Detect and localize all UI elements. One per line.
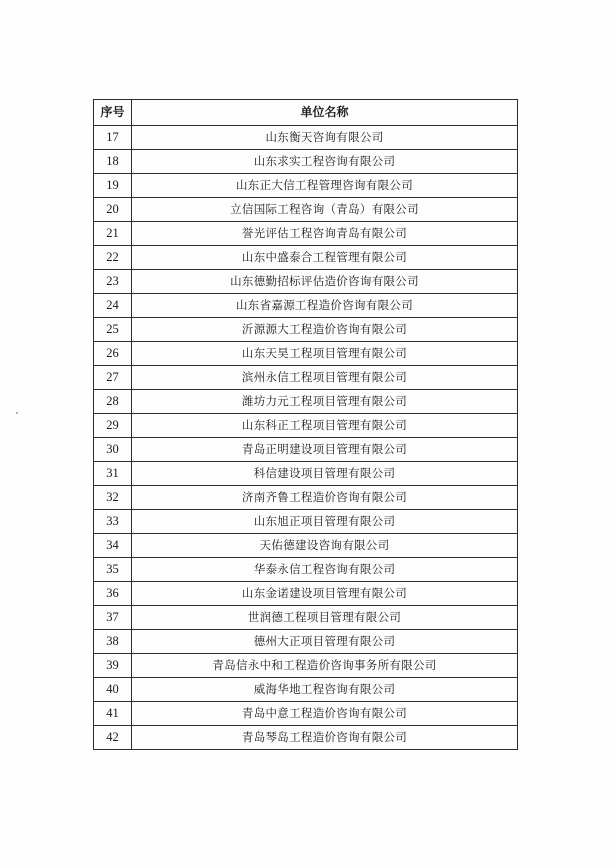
table-header-row: [94, 100, 518, 126]
row-number: 41: [94, 702, 132, 726]
row-company-name: 山东中盛泰合工程管理有限公司: [132, 246, 518, 270]
row-number: 33: [94, 510, 132, 534]
table-row: [94, 414, 518, 438]
table-body: [94, 126, 518, 750]
row-company-name: 山东衡天咨询有限公司: [132, 126, 518, 150]
table-row: [94, 510, 518, 534]
row-number: 19: [94, 174, 132, 198]
row-number: 37: [94, 606, 132, 630]
table-row: [94, 126, 518, 150]
row-number: 18: [94, 150, 132, 174]
row-company-name: 世润德工程项目管理有限公司: [132, 606, 518, 630]
row-company-name: 山东正大信工程管理咨询有限公司: [132, 174, 518, 198]
row-company-name: 华泰永信工程咨询有限公司: [132, 558, 518, 582]
row-company-name: 山东天昊工程项目管理有限公司: [132, 342, 518, 366]
row-number: 25: [94, 318, 132, 342]
row-company-name: 山东求实工程咨询有限公司: [132, 150, 518, 174]
row-number: 23: [94, 270, 132, 294]
row-number: 34: [94, 534, 132, 558]
header-number: 序号: [94, 100, 132, 126]
row-number: 20: [94, 198, 132, 222]
row-company-name: 青岛正明建设项目管理有限公司: [132, 438, 518, 462]
row-number: 39: [94, 654, 132, 678]
table-row: [94, 318, 518, 342]
row-number: 30: [94, 438, 132, 462]
row-company-name: 青岛信永中和工程造价咨询事务所有限公司: [132, 654, 518, 678]
row-number: 28: [94, 390, 132, 414]
row-company-name: 科信建设项目管理有限公司: [132, 462, 518, 486]
header-name: 单位名称: [132, 100, 518, 126]
row-number: 27: [94, 366, 132, 390]
company-list-table: [93, 99, 518, 750]
row-company-name: 沂源源大工程造价咨询有限公司: [132, 318, 518, 342]
table-row: [94, 558, 518, 582]
row-company-name: 誉光评估工程咨询青岛有限公司: [132, 222, 518, 246]
row-number: 24: [94, 294, 132, 318]
table-row: [94, 462, 518, 486]
row-number: 40: [94, 678, 132, 702]
row-number: 22: [94, 246, 132, 270]
row-number: 31: [94, 462, 132, 486]
row-company-name: 山东德勤招标评估造价咨询有限公司: [132, 270, 518, 294]
table-row: [94, 534, 518, 558]
table-row: [94, 654, 518, 678]
row-number: 29: [94, 414, 132, 438]
table-row: [94, 582, 518, 606]
row-number: 26: [94, 342, 132, 366]
table-row: [94, 390, 518, 414]
row-company-name: 山东科正工程项目管理有限公司: [132, 414, 518, 438]
table-row: [94, 438, 518, 462]
table-row: [94, 150, 518, 174]
row-company-name: 山东旭正项目管理有限公司: [132, 510, 518, 534]
row-number: 42: [94, 726, 132, 750]
row-number: 35: [94, 558, 132, 582]
row-company-name: 立信国际工程咨询（青岛）有限公司: [132, 198, 518, 222]
row-company-name: 青岛琴岛工程造价咨询有限公司: [132, 726, 518, 750]
table-row: [94, 270, 518, 294]
row-company-name: 潍坊力元工程项目管理有限公司: [132, 390, 518, 414]
row-company-name: 德州大正项目管理有限公司: [132, 630, 518, 654]
table-header: [94, 100, 518, 126]
row-number: 36: [94, 582, 132, 606]
row-company-name: 天佑德建设咨询有限公司: [132, 534, 518, 558]
row-company-name: 青岛中意工程造价咨询有限公司: [132, 702, 518, 726]
table-row: [94, 246, 518, 270]
table-row: [94, 342, 518, 366]
row-number: 17: [94, 126, 132, 150]
table-row: [94, 726, 518, 750]
row-number: 38: [94, 630, 132, 654]
table-row: [94, 606, 518, 630]
row-company-name: 山东金诺建设项目管理有限公司: [132, 582, 518, 606]
table-row: [94, 174, 518, 198]
table-row: [94, 222, 518, 246]
table-row: [94, 366, 518, 390]
row-number: 32: [94, 486, 132, 510]
row-company-name: 滨州永信工程项目管理有限公司: [132, 366, 518, 390]
table-row: [94, 630, 518, 654]
row-company-name: 济南齐鲁工程造价咨询有限公司: [132, 486, 518, 510]
scan-speck: [16, 412, 18, 414]
table-row: [94, 486, 518, 510]
table-row: [94, 678, 518, 702]
row-number: 21: [94, 222, 132, 246]
table-row: [94, 198, 518, 222]
row-company-name: 山东省嘉源工程造价咨询有限公司: [132, 294, 518, 318]
table-row: [94, 702, 518, 726]
table-row: [94, 294, 518, 318]
row-company-name: 威海华地工程咨询有限公司: [132, 678, 518, 702]
